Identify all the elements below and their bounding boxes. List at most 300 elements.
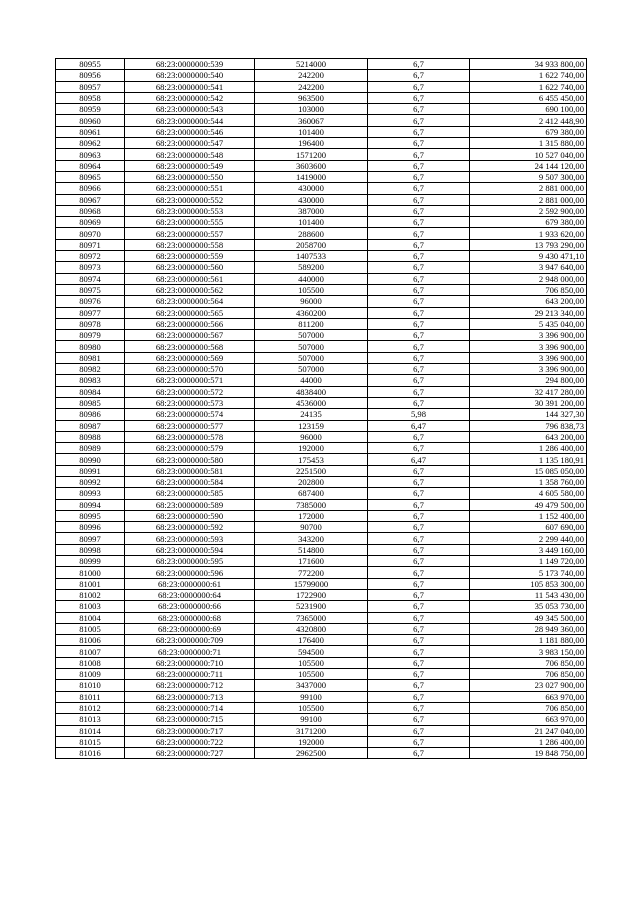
row-number-cell: 81012 — [56, 702, 125, 713]
rate-cell: 6,7 — [368, 714, 470, 725]
rate-cell: 6,7 — [368, 465, 470, 476]
table-row — [56, 70, 587, 81]
row-number-cell: 80976 — [56, 296, 125, 307]
table-row — [56, 262, 587, 273]
table-row — [56, 556, 587, 567]
area-cell: 3171200 — [255, 725, 368, 736]
rate-cell: 6,7 — [368, 702, 470, 713]
table-row — [56, 104, 587, 115]
row-number-cell: 80970 — [56, 228, 125, 239]
area-cell: 589200 — [255, 262, 368, 273]
row-number-cell: 80966 — [56, 183, 125, 194]
row-number-cell: 81010 — [56, 680, 125, 691]
rate-cell: 6,7 — [368, 251, 470, 262]
rate-cell: 6,7 — [368, 623, 470, 634]
row-number-cell: 80977 — [56, 307, 125, 318]
amount-cell: 9 507 300,00 — [470, 171, 587, 182]
rate-cell: 6,7 — [368, 556, 470, 567]
table-row — [56, 217, 587, 228]
amount-cell: 34 933 800,00 — [470, 59, 587, 70]
amount-cell: 35 053 730,00 — [470, 601, 587, 612]
row-number-cell: 80963 — [56, 149, 125, 160]
row-number-cell: 80968 — [56, 205, 125, 216]
row-number-cell: 80996 — [56, 522, 125, 533]
table-row — [56, 251, 587, 262]
table-body — [56, 59, 587, 759]
table-row — [56, 364, 587, 375]
cadastral-number-cell: 68:23:0000000:66 — [125, 601, 255, 612]
cadastral-number-cell: 68:23:0000000:69 — [125, 623, 255, 634]
area-cell: 175453 — [255, 454, 368, 465]
row-number-cell: 80972 — [56, 251, 125, 262]
area-cell: 7365000 — [255, 612, 368, 623]
area-cell: 387000 — [255, 205, 368, 216]
row-number-cell: 80964 — [56, 160, 125, 171]
row-number-cell: 80980 — [56, 341, 125, 352]
amount-cell: 49 345 500,00 — [470, 612, 587, 623]
table-row — [56, 612, 587, 623]
rate-cell: 6,7 — [368, 228, 470, 239]
rate-cell: 6,7 — [368, 533, 470, 544]
rate-cell: 6,7 — [368, 397, 470, 408]
table-row — [56, 228, 587, 239]
table-row — [56, 205, 587, 216]
table-row — [56, 375, 587, 386]
rate-cell: 6,7 — [368, 680, 470, 691]
table-row — [56, 307, 587, 318]
area-cell: 105500 — [255, 657, 368, 668]
amount-cell: 19 848 750,00 — [470, 748, 587, 759]
row-number-cell: 80959 — [56, 104, 125, 115]
rate-cell: 6,7 — [368, 612, 470, 623]
area-cell: 24135 — [255, 409, 368, 420]
area-cell: 963500 — [255, 92, 368, 103]
table-row — [56, 510, 587, 521]
table-row — [56, 669, 587, 680]
rate-cell: 6,7 — [368, 736, 470, 747]
table-row — [56, 646, 587, 657]
amount-cell: 2 592 900,00 — [470, 205, 587, 216]
table-row — [56, 748, 587, 759]
cadastral-number-cell: 68:23:0000000:714 — [125, 702, 255, 713]
cadastral-number-cell: 68:23:0000000:592 — [125, 522, 255, 533]
cadastral-number-cell: 68:23:0000000:544 — [125, 115, 255, 126]
cadastral-number-cell: 68:23:0000000:578 — [125, 431, 255, 442]
rate-cell: 6,7 — [368, 239, 470, 250]
area-cell: 242200 — [255, 81, 368, 92]
row-number-cell: 80987 — [56, 420, 125, 431]
area-cell: 99100 — [255, 714, 368, 725]
rate-cell: 6,7 — [368, 522, 470, 533]
row-number-cell: 80985 — [56, 397, 125, 408]
cadastral-number-cell: 68:23:0000000:594 — [125, 544, 255, 555]
amount-cell: 643 200,00 — [470, 296, 587, 307]
cadastral-number-cell: 68:23:0000000:565 — [125, 307, 255, 318]
amount-cell: 3 396 900,00 — [470, 364, 587, 375]
table-row — [56, 126, 587, 137]
amount-cell: 10 527 040,00 — [470, 149, 587, 160]
rate-cell: 6,47 — [368, 454, 470, 465]
rate-cell: 6,7 — [368, 725, 470, 736]
table-row — [56, 589, 587, 600]
row-number-cell: 80981 — [56, 352, 125, 363]
cadastral-number-cell: 68:23:0000000:580 — [125, 454, 255, 465]
cadastral-number-cell: 68:23:0000000:71 — [125, 646, 255, 657]
cadastral-number-cell: 68:23:0000000:64 — [125, 589, 255, 600]
cadastral-number-cell: 68:23:0000000:552 — [125, 194, 255, 205]
area-cell: 360067 — [255, 115, 368, 126]
table-row — [56, 488, 587, 499]
row-number-cell: 81002 — [56, 589, 125, 600]
row-number-cell: 81013 — [56, 714, 125, 725]
amount-cell: 105 853 300,00 — [470, 578, 587, 589]
cadastral-number-cell: 68:23:0000000:712 — [125, 680, 255, 691]
amount-cell: 29 213 340,00 — [470, 307, 587, 318]
amount-cell: 28 949 360,00 — [470, 623, 587, 634]
cadastral-number-cell: 68:23:0000000:572 — [125, 386, 255, 397]
amount-cell: 294 800,00 — [470, 375, 587, 386]
area-cell: 2058700 — [255, 239, 368, 250]
rate-cell: 6,7 — [368, 183, 470, 194]
amount-cell: 11 543 430,00 — [470, 589, 587, 600]
amount-cell: 30 391 200,00 — [470, 397, 587, 408]
area-cell: 288600 — [255, 228, 368, 239]
row-number-cell: 80983 — [56, 375, 125, 386]
row-number-cell: 80994 — [56, 499, 125, 510]
amount-cell: 706 850,00 — [470, 657, 587, 668]
rate-cell: 6,7 — [368, 691, 470, 702]
table-row — [56, 239, 587, 250]
amount-cell: 1 933 620,00 — [470, 228, 587, 239]
row-number-cell: 80991 — [56, 465, 125, 476]
area-cell: 242200 — [255, 70, 368, 81]
rate-cell: 6,7 — [368, 296, 470, 307]
table-row — [56, 194, 587, 205]
table-row — [56, 680, 587, 691]
cadastral-number-cell: 68:23:0000000:593 — [125, 533, 255, 544]
cadastral-number-cell: 68:23:0000000:561 — [125, 273, 255, 284]
amount-cell: 796 838,73 — [470, 420, 587, 431]
area-cell: 2962500 — [255, 748, 368, 759]
cadastral-number-cell: 68:23:0000000:717 — [125, 725, 255, 736]
amount-cell: 1 181 880,00 — [470, 635, 587, 646]
area-cell: 105500 — [255, 702, 368, 713]
row-number-cell: 80967 — [56, 194, 125, 205]
area-cell: 99100 — [255, 691, 368, 702]
rate-cell: 6,7 — [368, 669, 470, 680]
rate-cell: 6,7 — [368, 307, 470, 318]
area-cell: 5214000 — [255, 59, 368, 70]
amount-cell: 706 850,00 — [470, 669, 587, 680]
amount-cell: 643 200,00 — [470, 431, 587, 442]
amount-cell: 1 315 880,00 — [470, 138, 587, 149]
amount-cell: 607 690,00 — [470, 522, 587, 533]
area-cell: 507000 — [255, 352, 368, 363]
row-number-cell: 80978 — [56, 318, 125, 329]
row-number-cell: 80992 — [56, 476, 125, 487]
area-cell: 1407533 — [255, 251, 368, 262]
rate-cell: 6,7 — [368, 205, 470, 216]
area-cell: 343200 — [255, 533, 368, 544]
rate-cell: 6,7 — [368, 262, 470, 273]
area-cell: 1419000 — [255, 171, 368, 182]
cadastral-number-cell: 68:23:0000000:566 — [125, 318, 255, 329]
area-cell: 430000 — [255, 194, 368, 205]
cadastral-number-cell: 68:23:0000000:573 — [125, 397, 255, 408]
row-number-cell: 80958 — [56, 92, 125, 103]
cadastral-value-table — [55, 58, 587, 759]
table-row — [56, 149, 587, 160]
cadastral-number-cell: 68:23:0000000:558 — [125, 239, 255, 250]
table-row — [56, 160, 587, 171]
rate-cell: 6,7 — [368, 59, 470, 70]
area-cell: 3603600 — [255, 160, 368, 171]
area-cell: 105500 — [255, 669, 368, 680]
row-number-cell: 80982 — [56, 364, 125, 375]
rate-cell: 6,7 — [368, 273, 470, 284]
area-cell: 96000 — [255, 296, 368, 307]
amount-cell: 1 149 720,00 — [470, 556, 587, 567]
table-row — [56, 330, 587, 341]
cadastral-number-cell: 68:23:0000000:713 — [125, 691, 255, 702]
amount-cell: 21 247 040,00 — [470, 725, 587, 736]
row-number-cell: 81016 — [56, 748, 125, 759]
cadastral-number-cell: 68:23:0000000:553 — [125, 205, 255, 216]
table-row — [56, 273, 587, 284]
cadastral-number-cell: 68:23:0000000:571 — [125, 375, 255, 386]
table-row — [56, 341, 587, 352]
area-cell: 96000 — [255, 431, 368, 442]
amount-cell: 144 327,30 — [470, 409, 587, 420]
rate-cell: 6,7 — [368, 431, 470, 442]
cadastral-number-cell: 68:23:0000000:548 — [125, 149, 255, 160]
cadastral-number-cell: 68:23:0000000:546 — [125, 126, 255, 137]
amount-cell: 3 396 900,00 — [470, 341, 587, 352]
cadastral-number-cell: 68:23:0000000:709 — [125, 635, 255, 646]
rate-cell: 6,7 — [368, 386, 470, 397]
amount-cell: 1 152 400,00 — [470, 510, 587, 521]
cadastral-number-cell: 68:23:0000000:61 — [125, 578, 255, 589]
rate-cell: 6,7 — [368, 488, 470, 499]
amount-cell: 13 793 290,00 — [470, 239, 587, 250]
table-row — [56, 635, 587, 646]
area-cell: 507000 — [255, 341, 368, 352]
cadastral-number-cell: 68:23:0000000:579 — [125, 443, 255, 454]
table-row — [56, 386, 587, 397]
table-row — [56, 657, 587, 668]
area-cell: 514800 — [255, 544, 368, 555]
rate-cell: 6,7 — [368, 567, 470, 578]
row-number-cell: 81014 — [56, 725, 125, 736]
row-number-cell: 80965 — [56, 171, 125, 182]
rate-cell: 6,7 — [368, 589, 470, 600]
rate-cell: 6,7 — [368, 138, 470, 149]
table-row — [56, 601, 587, 612]
amount-cell: 5 435 040,00 — [470, 318, 587, 329]
amount-cell: 3 396 900,00 — [470, 330, 587, 341]
area-cell: 4536000 — [255, 397, 368, 408]
amount-cell: 2 881 000,00 — [470, 183, 587, 194]
cadastral-number-cell: 68:23:0000000:564 — [125, 296, 255, 307]
row-number-cell: 80969 — [56, 217, 125, 228]
cadastral-number-cell: 68:23:0000000:551 — [125, 183, 255, 194]
table-row — [56, 702, 587, 713]
cadastral-number-cell: 68:23:0000000:710 — [125, 657, 255, 668]
cadastral-number-cell: 68:23:0000000:570 — [125, 364, 255, 375]
row-number-cell: 80984 — [56, 386, 125, 397]
cadastral-number-cell: 68:23:0000000:596 — [125, 567, 255, 578]
rate-cell: 6,7 — [368, 499, 470, 510]
area-cell: 507000 — [255, 364, 368, 375]
area-cell: 90700 — [255, 522, 368, 533]
rate-cell: 6,7 — [368, 284, 470, 295]
table-row — [56, 567, 587, 578]
table-row — [56, 714, 587, 725]
area-cell: 202800 — [255, 476, 368, 487]
row-number-cell: 80998 — [56, 544, 125, 555]
row-number-cell: 80956 — [56, 70, 125, 81]
amount-cell: 679 380,00 — [470, 126, 587, 137]
cadastral-number-cell: 68:23:0000000:557 — [125, 228, 255, 239]
table-row — [56, 171, 587, 182]
area-cell: 7385000 — [255, 499, 368, 510]
cadastral-number-cell: 68:23:0000000:540 — [125, 70, 255, 81]
row-number-cell: 80986 — [56, 409, 125, 420]
amount-cell: 2 948 000,00 — [470, 273, 587, 284]
cadastral-number-cell: 68:23:0000000:589 — [125, 499, 255, 510]
cadastral-number-cell: 68:23:0000000:547 — [125, 138, 255, 149]
row-number-cell: 80979 — [56, 330, 125, 341]
row-number-cell: 81015 — [56, 736, 125, 747]
rate-cell: 6,7 — [368, 194, 470, 205]
row-number-cell: 80993 — [56, 488, 125, 499]
table-row — [56, 725, 587, 736]
area-cell: 101400 — [255, 217, 368, 228]
cadastral-number-cell: 68:23:0000000:562 — [125, 284, 255, 295]
amount-cell: 49 479 500,00 — [470, 499, 587, 510]
area-cell: 123159 — [255, 420, 368, 431]
rate-cell: 6,7 — [368, 318, 470, 329]
row-number-cell: 80974 — [56, 273, 125, 284]
row-number-cell: 80973 — [56, 262, 125, 273]
table-row — [56, 736, 587, 747]
row-number-cell: 80988 — [56, 431, 125, 442]
cadastral-number-cell: 68:23:0000000:560 — [125, 262, 255, 273]
rate-cell: 6,7 — [368, 92, 470, 103]
row-number-cell: 80975 — [56, 284, 125, 295]
amount-cell: 706 850,00 — [470, 284, 587, 295]
rate-cell: 6,7 — [368, 341, 470, 352]
table-row — [56, 499, 587, 510]
cadastral-number-cell: 68:23:0000000:550 — [125, 171, 255, 182]
table-row — [56, 476, 587, 487]
table-row — [56, 578, 587, 589]
amount-cell: 3 396 900,00 — [470, 352, 587, 363]
row-number-cell: 80957 — [56, 81, 125, 92]
row-number-cell: 80989 — [56, 443, 125, 454]
amount-cell: 1 622 740,00 — [470, 81, 587, 92]
cadastral-number-cell: 68:23:0000000:722 — [125, 736, 255, 747]
rate-cell: 6,7 — [368, 126, 470, 137]
table-row — [56, 183, 587, 194]
row-number-cell: 81011 — [56, 691, 125, 702]
rate-cell: 6,7 — [368, 657, 470, 668]
rate-cell: 6,7 — [368, 578, 470, 589]
amount-cell: 2 881 000,00 — [470, 194, 587, 205]
amount-cell: 4 605 580,00 — [470, 488, 587, 499]
amount-cell: 663 970,00 — [470, 691, 587, 702]
amount-cell: 1 622 740,00 — [470, 70, 587, 81]
cadastral-number-cell: 68:23:0000000:555 — [125, 217, 255, 228]
area-cell: 4320800 — [255, 623, 368, 634]
table-row — [56, 92, 587, 103]
amount-cell: 15 085 050,00 — [470, 465, 587, 476]
area-cell: 4360200 — [255, 307, 368, 318]
table-row — [56, 138, 587, 149]
cadastral-number-cell: 68:23:0000000:549 — [125, 160, 255, 171]
amount-cell: 6 455 450,00 — [470, 92, 587, 103]
row-number-cell: 81007 — [56, 646, 125, 657]
cadastral-number-cell: 68:23:0000000:569 — [125, 352, 255, 363]
area-cell: 440000 — [255, 273, 368, 284]
area-cell: 772200 — [255, 567, 368, 578]
amount-cell: 1 286 400,00 — [470, 443, 587, 454]
amount-cell: 1 135 180,91 — [470, 454, 587, 465]
area-cell: 811200 — [255, 318, 368, 329]
table-row — [56, 115, 587, 126]
area-cell: 594500 — [255, 646, 368, 657]
row-number-cell: 80962 — [56, 138, 125, 149]
area-cell: 5231900 — [255, 601, 368, 612]
rate-cell: 6,7 — [368, 171, 470, 182]
row-number-cell: 80971 — [56, 239, 125, 250]
amount-cell: 23 027 900,00 — [470, 680, 587, 691]
table-row — [56, 296, 587, 307]
area-cell: 103000 — [255, 104, 368, 115]
table-row — [56, 59, 587, 70]
row-number-cell: 81000 — [56, 567, 125, 578]
rate-cell: 6,7 — [368, 70, 470, 81]
table-row — [56, 409, 587, 420]
table-row — [56, 420, 587, 431]
rate-cell: 6,47 — [368, 420, 470, 431]
cadastral-number-cell: 68:23:0000000:568 — [125, 341, 255, 352]
row-number-cell: 80999 — [56, 556, 125, 567]
cadastral-number-cell: 68:23:0000000:567 — [125, 330, 255, 341]
table-row — [56, 533, 587, 544]
table-row — [56, 397, 587, 408]
table-row — [56, 544, 587, 555]
table-row — [56, 443, 587, 454]
rate-cell: 6,7 — [368, 217, 470, 228]
area-cell: 2251500 — [255, 465, 368, 476]
cadastral-number-cell: 68:23:0000000:727 — [125, 748, 255, 759]
row-number-cell: 80955 — [56, 59, 125, 70]
rate-cell: 6,7 — [368, 330, 470, 341]
table-row — [56, 691, 587, 702]
area-cell: 171600 — [255, 556, 368, 567]
table-row — [56, 81, 587, 92]
area-cell: 687400 — [255, 488, 368, 499]
amount-cell: 3 947 640,00 — [470, 262, 587, 273]
amount-cell: 1 286 400,00 — [470, 736, 587, 747]
cadastral-number-cell: 68:23:0000000:711 — [125, 669, 255, 680]
cadastral-number-cell: 68:23:0000000:581 — [125, 465, 255, 476]
area-cell: 192000 — [255, 443, 368, 454]
amount-cell: 2 299 440,00 — [470, 533, 587, 544]
row-number-cell: 80960 — [56, 115, 125, 126]
rate-cell: 6,7 — [368, 443, 470, 454]
